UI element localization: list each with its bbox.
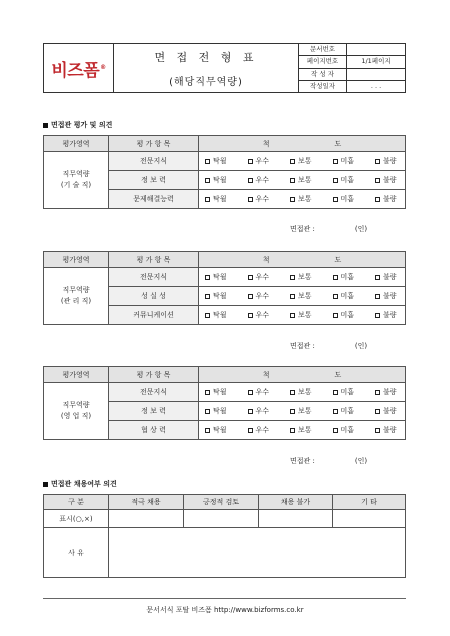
- rating-option[interactable]: [290, 406, 333, 416]
- item-cell: 협 상 력: [109, 421, 199, 440]
- rating-option-label: 불량: [383, 195, 397, 203]
- rating-option-label: 불량: [383, 407, 397, 415]
- rating-option[interactable]: [375, 156, 418, 166]
- mark-cell[interactable]: [333, 510, 406, 528]
- interviewer-label: 면접관 :: [290, 342, 315, 350]
- rating-option-label: 우수: [255, 426, 270, 434]
- rating-option-label: 우수: [255, 273, 270, 281]
- decision-mark-row: [44, 510, 406, 528]
- rating-option[interactable]: [248, 387, 291, 397]
- checkbox-icon[interactable]: [375, 197, 380, 202]
- rating-option-label: 미흡: [340, 407, 355, 415]
- rating-option[interactable]: [333, 425, 376, 435]
- checkbox-icon[interactable]: [375, 294, 380, 299]
- rating-option-label: 탁월: [213, 292, 227, 300]
- rating-option-label: 우수: [255, 176, 270, 184]
- document-subtitle: (해당직무역량): [169, 76, 243, 88]
- rating-options: [199, 383, 406, 402]
- table-row: [44, 383, 406, 402]
- checkbox-icon[interactable]: [333, 275, 338, 280]
- mark-row-label: 표시(○,×): [44, 510, 109, 528]
- rating-option-label: 탁월: [213, 407, 227, 415]
- meta-label: 작 성 자: [299, 69, 347, 80]
- rating-option[interactable]: [375, 406, 418, 416]
- square-bullet-icon: [43, 482, 48, 487]
- rating-option-label: 불량: [383, 176, 397, 184]
- rating-option[interactable]: [333, 387, 376, 397]
- checkbox-icon[interactable]: [248, 294, 253, 299]
- decision-header: 기 타: [333, 495, 406, 510]
- checkbox-icon[interactable]: [290, 159, 295, 164]
- rating-option[interactable]: [248, 310, 291, 320]
- meta-row-page: [299, 56, 405, 68]
- checkbox-icon[interactable]: [375, 428, 380, 433]
- item-cell: 전문지식: [109, 152, 199, 171]
- rating-option[interactable]: [205, 175, 248, 185]
- checkbox-icon[interactable]: [333, 313, 338, 318]
- checkbox-icon[interactable]: [333, 428, 338, 433]
- interviewer-sign-2: [290, 341, 367, 351]
- document-header: [43, 43, 406, 93]
- checkbox-icon[interactable]: [333, 159, 338, 164]
- checkbox-icon[interactable]: [290, 390, 295, 395]
- checkbox-icon[interactable]: [333, 409, 338, 414]
- column-header-scale: 척 도: [199, 136, 406, 152]
- rating-option-label: 탁월: [213, 273, 227, 281]
- square-bullet-icon: [43, 123, 48, 128]
- mark-cell[interactable]: [184, 510, 259, 528]
- rating-option-label: 보통: [298, 388, 312, 396]
- rating-option[interactable]: [333, 272, 376, 282]
- rating-option[interactable]: [333, 291, 376, 301]
- rating-option[interactable]: [248, 291, 291, 301]
- seal-label[interactable]: (인): [354, 457, 368, 465]
- hiring-decision-table: [43, 494, 406, 578]
- section-evaluation-title: 면접관 평가 및 의견: [43, 120, 112, 130]
- table-row: [44, 268, 406, 287]
- mark-cell[interactable]: [109, 510, 184, 528]
- rating-option[interactable]: [290, 291, 333, 301]
- rating-option[interactable]: [205, 194, 248, 204]
- rating-option-label: 불량: [383, 292, 397, 300]
- interviewer-sign-1: [290, 224, 367, 234]
- rating-option[interactable]: [205, 291, 248, 301]
- column-header-item: 평 가 항 목: [109, 252, 199, 268]
- checkbox-icon[interactable]: [248, 178, 253, 183]
- item-cell: 커뮤니케이션: [109, 306, 199, 325]
- checkbox-icon[interactable]: [375, 390, 380, 395]
- rating-option[interactable]: [205, 156, 248, 166]
- rating-option[interactable]: [248, 425, 291, 435]
- rating-option-label: 미흡: [340, 311, 355, 319]
- rating-option[interactable]: [375, 272, 418, 282]
- rating-option-label: 보통: [298, 311, 312, 319]
- decision-header: 채용 불가: [259, 495, 333, 510]
- checkbox-icon[interactable]: [248, 197, 253, 202]
- checkbox-icon[interactable]: [248, 409, 253, 414]
- checkbox-icon[interactable]: [290, 409, 295, 414]
- rating-option[interactable]: [375, 194, 418, 204]
- rating-option-label: 미흡: [340, 195, 355, 203]
- checkbox-icon[interactable]: [205, 178, 210, 183]
- section-decision-title: 면접관 채용여부 의견: [43, 479, 117, 489]
- rating-option[interactable]: [333, 175, 376, 185]
- checkbox-icon[interactable]: [205, 159, 210, 164]
- item-cell: 전문지식: [109, 268, 199, 287]
- meta-label: 페이지번호: [299, 56, 347, 67]
- rating-option-label: 우수: [255, 407, 270, 415]
- checkbox-icon[interactable]: [205, 409, 210, 414]
- rating-option-label: 보통: [298, 176, 312, 184]
- checkbox-icon[interactable]: [375, 275, 380, 280]
- item-cell: 문제해결능력: [109, 190, 199, 209]
- area-cell: 직무역량 (영 업 직): [44, 383, 109, 440]
- area-cell: 직무역량 (관 리 직): [44, 268, 109, 325]
- rating-option[interactable]: [248, 272, 291, 282]
- checkbox-icon[interactable]: [375, 409, 380, 414]
- column-header-item: 평 가 항 목: [109, 136, 199, 152]
- title-cell: [114, 44, 299, 92]
- checkbox-icon[interactable]: [205, 313, 210, 318]
- rating-options: [199, 402, 406, 421]
- rating-option-label: 보통: [298, 157, 312, 165]
- decision-header-row: [44, 495, 406, 510]
- rating-option[interactable]: [290, 425, 333, 435]
- item-cell: 전문지식: [109, 383, 199, 402]
- rating-option[interactable]: [375, 425, 418, 435]
- rating-option[interactable]: [375, 310, 418, 320]
- document-meta: [299, 44, 405, 92]
- checkbox-icon[interactable]: [333, 178, 338, 183]
- rating-option-label: 탁월: [213, 388, 227, 396]
- checkbox-icon[interactable]: [205, 390, 210, 395]
- rating-option-label: 미흡: [340, 292, 355, 300]
- column-header-area: 평가영역: [44, 136, 109, 152]
- rating-option[interactable]: [205, 272, 248, 282]
- rating-option-label: 탁월: [213, 157, 227, 165]
- rating-option[interactable]: [375, 291, 418, 301]
- footer-text: 문서서식 포탈 비즈폼 http://www.bizforms.co.kr: [146, 606, 304, 614]
- rating-option[interactable]: [205, 310, 248, 320]
- rating-options: [199, 152, 406, 171]
- rating-option-label: 보통: [298, 292, 312, 300]
- column-header-scale: 척 도: [199, 367, 406, 383]
- checkbox-icon[interactable]: [248, 313, 253, 318]
- interviewer-label: 면접관 :: [290, 225, 315, 233]
- rating-option-label: 우수: [255, 388, 270, 396]
- rating-option[interactable]: [290, 272, 333, 282]
- meta-value[interactable]: 1/1페이지: [361, 57, 391, 66]
- rating-option-label: 우수: [255, 311, 270, 319]
- item-cell: 정 보 력: [109, 171, 199, 190]
- rating-options: [199, 171, 406, 190]
- decision-header: 긍정적 검토: [184, 495, 259, 510]
- meta-label: 작성일자: [299, 81, 347, 92]
- table-header-row: [44, 136, 406, 152]
- rating-option-label: 불량: [383, 157, 397, 165]
- rating-option[interactable]: [248, 194, 291, 204]
- rating-option[interactable]: [375, 175, 418, 185]
- rating-option-label: 미흡: [340, 388, 355, 396]
- reason-input[interactable]: [109, 528, 406, 578]
- rating-option[interactable]: [248, 175, 291, 185]
- eval-table-management: [43, 251, 406, 325]
- checkbox-icon[interactable]: [205, 275, 210, 280]
- rating-option[interactable]: [375, 387, 418, 397]
- table-row: [44, 152, 406, 171]
- rating-option-label: 미흡: [340, 273, 355, 281]
- checkbox-icon[interactable]: [290, 313, 295, 318]
- eval-table-sales: [43, 366, 406, 440]
- rating-option[interactable]: [333, 194, 376, 204]
- checkbox-icon[interactable]: [248, 159, 253, 164]
- rating-option-label: 불량: [383, 388, 397, 396]
- rating-option[interactable]: [290, 387, 333, 397]
- column-header-scale: 척 도: [199, 252, 406, 268]
- rating-options: [199, 190, 406, 209]
- logo-cell: [44, 44, 114, 92]
- rating-option-label: 미흡: [340, 176, 355, 184]
- rating-option[interactable]: [205, 406, 248, 416]
- checkbox-icon[interactable]: [290, 197, 295, 202]
- checkbox-icon[interactable]: [333, 390, 338, 395]
- meta-label: 문서번호: [299, 44, 347, 55]
- mark-cell[interactable]: [259, 510, 333, 528]
- interviewer-label: 면접관 :: [290, 457, 315, 465]
- rating-option-label: 미흡: [340, 157, 355, 165]
- item-cell: 정 보 력: [109, 402, 199, 421]
- item-cell: 성 실 성: [109, 287, 199, 306]
- checkbox-icon[interactable]: [333, 197, 338, 202]
- meta-value[interactable]: . . .: [370, 81, 382, 90]
- rating-options: [199, 268, 406, 287]
- checkbox-icon[interactable]: [290, 428, 295, 433]
- checkbox-icon[interactable]: [333, 294, 338, 299]
- rating-option[interactable]: [333, 310, 376, 320]
- rating-option[interactable]: [290, 194, 333, 204]
- meta-value[interactable]: [347, 69, 405, 80]
- rating-option[interactable]: [290, 156, 333, 166]
- meta-value[interactable]: [347, 44, 405, 55]
- reason-label: 사 유: [44, 528, 109, 578]
- seal-label[interactable]: (인): [354, 225, 368, 233]
- bizforms-logo: 비즈폼®: [51, 60, 106, 81]
- checkbox-icon[interactable]: [205, 294, 210, 299]
- table-header-row: [44, 367, 406, 383]
- area-cell: 직무역량 (기 술 직): [44, 152, 109, 209]
- rating-option[interactable]: [248, 156, 291, 166]
- rating-option-label: 탁월: [213, 195, 227, 203]
- rating-option-label: 탁월: [213, 426, 227, 434]
- meta-row-date: [299, 81, 405, 92]
- rating-option-label: 보통: [298, 273, 312, 281]
- rating-option-label: 탁월: [213, 176, 227, 184]
- rating-option[interactable]: [290, 310, 333, 320]
- rating-option-label: 우수: [255, 195, 270, 203]
- rating-option[interactable]: [205, 387, 248, 397]
- interviewer-sign-3: [290, 456, 367, 466]
- rating-option-label: 불량: [383, 311, 397, 319]
- checkbox-icon[interactable]: [375, 178, 380, 183]
- rating-options: [199, 421, 406, 440]
- meta-row-doc-number: [299, 44, 405, 56]
- rating-option[interactable]: [333, 156, 376, 166]
- rating-options: [199, 287, 406, 306]
- rating-option-label: 우수: [255, 292, 270, 300]
- checkbox-icon[interactable]: [290, 275, 295, 280]
- rating-option-label: 우수: [255, 157, 270, 165]
- checkbox-icon[interactable]: [290, 294, 295, 299]
- column-header-item: 평 가 항 목: [109, 367, 199, 383]
- rating-options: [199, 306, 406, 325]
- meta-row-author: [299, 69, 405, 81]
- rating-option[interactable]: [205, 425, 248, 435]
- rating-option[interactable]: [248, 406, 291, 416]
- checkbox-icon[interactable]: [375, 313, 380, 318]
- decision-reason-row: [44, 528, 406, 578]
- checkbox-icon[interactable]: [248, 390, 253, 395]
- table-header-row: [44, 252, 406, 268]
- decision-header: 적극 채용: [109, 495, 184, 510]
- checkbox-icon[interactable]: [205, 428, 210, 433]
- rating-option-label: 불량: [383, 426, 397, 434]
- document-title: 면 접 전 형 표: [154, 50, 258, 64]
- eval-table-tech: [43, 135, 406, 209]
- checkbox-icon[interactable]: [375, 159, 380, 164]
- footer-divider: [43, 598, 406, 599]
- decision-header: 구 분: [44, 495, 109, 510]
- rating-option-label: 보통: [298, 195, 312, 203]
- rating-option[interactable]: [290, 175, 333, 185]
- rating-option[interactable]: [333, 406, 376, 416]
- checkbox-icon[interactable]: [290, 178, 295, 183]
- column-header-area: 평가영역: [44, 252, 109, 268]
- rating-option-label: 탁월: [213, 311, 227, 319]
- checkbox-icon[interactable]: [248, 428, 253, 433]
- rating-option-label: 보통: [298, 407, 312, 415]
- checkbox-icon[interactable]: [205, 197, 210, 202]
- checkbox-icon[interactable]: [248, 275, 253, 280]
- rating-option-label: 보통: [298, 426, 312, 434]
- column-header-area: 평가영역: [44, 367, 109, 383]
- seal-label[interactable]: (인): [354, 342, 368, 350]
- rating-option-label: 불량: [383, 273, 397, 281]
- rating-option-label: 미흡: [340, 426, 355, 434]
